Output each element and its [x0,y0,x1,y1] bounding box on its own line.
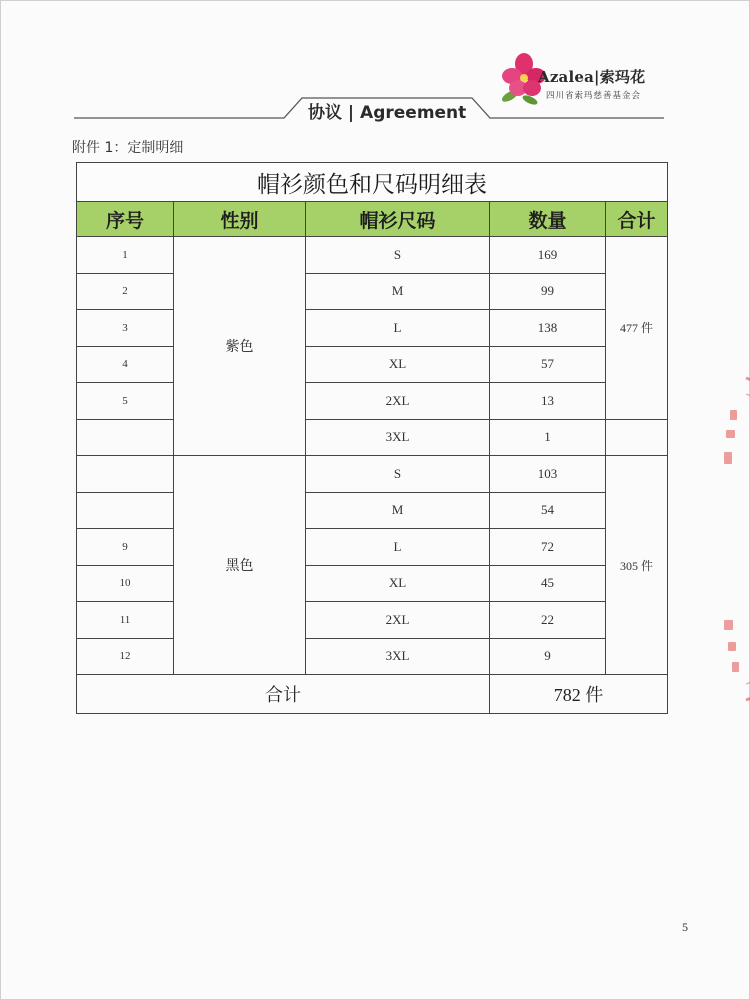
size-cell: 2XL [306,602,490,639]
attachment-label: 附件 1：定制明细 [72,140,184,156]
serial-cell: 4 [77,346,174,383]
size-cell: L [306,310,490,347]
table-row [77,602,668,639]
size-cell: 2XL [306,383,490,420]
serial-cell: 3 [77,310,174,347]
grand-total-row [77,675,668,714]
table-row [77,492,668,529]
table-row [77,529,668,566]
quantity-cell: 138 [490,310,606,347]
logo-brand-text: Azalea|索玛花 [538,68,646,86]
table-row [77,237,668,274]
serial-cell: 12 [77,638,174,675]
table-row [77,565,668,602]
grand-total-label: 合计 [77,675,490,714]
serial-cell [77,456,174,493]
size-cell: XL [306,346,490,383]
size-detail-table [76,162,668,714]
serial-cell [77,492,174,529]
serial-cell: 9 [77,529,174,566]
quantity-cell: 13 [490,383,606,420]
page-number: 5 [682,920,688,934]
size-cell: L [306,529,490,566]
quantity-cell: 99 [490,273,606,310]
quantity-cell: 45 [490,565,606,602]
table-row [77,310,668,347]
serial-cell: 5 [77,383,174,420]
page-title: 协议 | Agreement [308,103,467,123]
quantity-cell: 72 [490,529,606,566]
serial-cell: 2 [77,273,174,310]
table-title-row [77,163,668,202]
table-row [77,383,668,420]
size-cell: M [306,273,490,310]
serial-cell [77,419,174,456]
gender-cell: 黑色 [174,456,306,675]
quantity-cell: 169 [490,237,606,274]
serial-cell: 10 [77,565,174,602]
logo-organization-name: 四川省索玛慈善基金会 [546,91,642,101]
subtotal-cell: 305 件 [606,456,668,675]
table-title: 帽衫颜色和尺码明细表 [77,163,668,202]
serial-cell: 11 [77,602,174,639]
partial-seal-stamp [700,370,750,710]
table-row [77,638,668,675]
size-cell: M [306,492,490,529]
gender-cell: 紫色 [174,237,306,456]
column-header-serial: 序号 [77,202,174,237]
column-header-gender: 性别 [174,202,306,237]
size-cell: S [306,237,490,274]
quantity-cell: 103 [490,456,606,493]
table-row [77,273,668,310]
size-cell: S [306,456,490,493]
table-row [77,456,668,493]
column-header-quantity: 数量 [490,202,606,237]
quantity-cell: 54 [490,492,606,529]
size-cell: XL [306,565,490,602]
column-header-size: 帽衫尺码 [306,202,490,237]
table-header-row [77,202,668,237]
serial-cell: 1 [77,237,174,274]
column-header-total: 合计 [606,202,668,237]
quantity-cell: 1 [490,419,606,456]
quantity-cell: 57 [490,346,606,383]
subtotal-cell-empty [606,419,668,456]
quantity-cell: 9 [490,638,606,675]
table-row [77,419,668,456]
subtotal-cell: 477 件 [606,237,668,420]
size-cell: 3XL [306,419,490,456]
grand-total-value: 782 件 [490,675,668,714]
size-cell: 3XL [306,638,490,675]
quantity-cell: 22 [490,602,606,639]
table-row [77,346,668,383]
